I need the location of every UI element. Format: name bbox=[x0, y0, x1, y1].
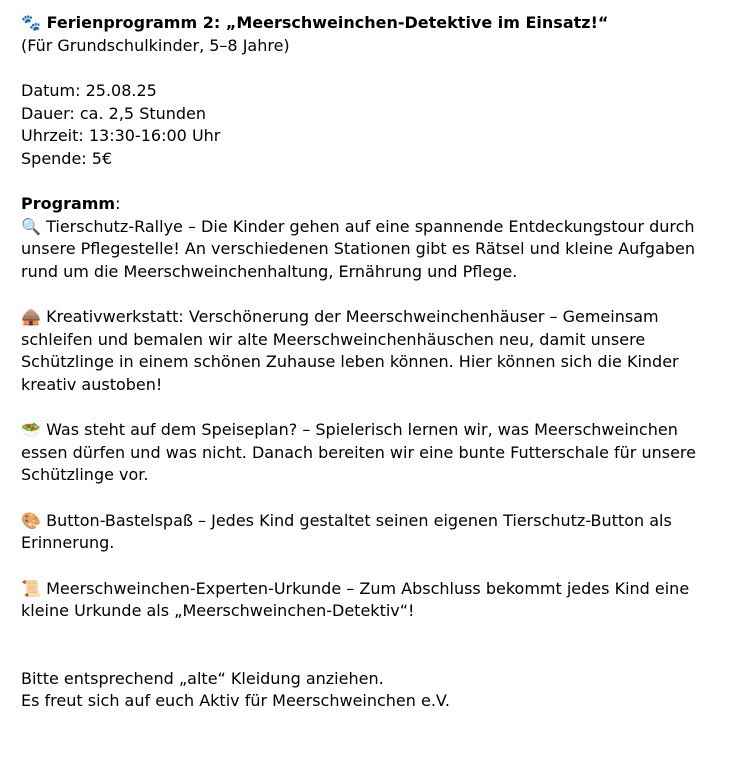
scroll-icon: 📜 bbox=[21, 578, 41, 598]
title-text: Ferienprogramm 2: „Meerschweinchen-Detektive im Einsatz!“ bbox=[46, 13, 609, 32]
paw-prints-icon: 🐾 bbox=[21, 13, 41, 32]
program-item-text: Kreativwerkstatt: Verschönerung der Meerschweinchenhäuser – Gemeinsam schleifen und bemalen wir alte Meerschweinchenhäuschen neu, damit unsere Schützlinge in einem schönen Zuhause leben können. Hier können sich die Kinder kreativ austoben! bbox=[21, 307, 679, 394]
document bbox=[21, 12, 721, 713]
program-item-menu bbox=[21, 419, 721, 487]
spacer bbox=[21, 555, 721, 578]
closing-line: Es freut sich auf euch Aktiv für Meerschweinchen e.V. bbox=[21, 691, 450, 710]
spacer bbox=[21, 283, 721, 306]
program-item-workshop bbox=[21, 306, 721, 396]
spacer bbox=[21, 170, 721, 193]
program-item-rallye bbox=[21, 216, 721, 284]
detail-date: Datum: 25.08.25 bbox=[21, 81, 157, 100]
hut-icon: 🛖 bbox=[21, 307, 41, 326]
program-item-text: Button-Bastelspaß – Jedes Kind gestaltet seinen eigenen Tierschutz-Button als Erinnerung. bbox=[21, 510, 672, 552]
detail-duration: Dauer: ca. 2,5 Stunden bbox=[21, 103, 207, 123]
program-item-certificate bbox=[21, 578, 721, 623]
palette-icon: 🎨 bbox=[21, 510, 41, 530]
clothing-note: Bitte entsprechend „alte“ Kleidung anziehen. bbox=[21, 668, 384, 688]
spacer bbox=[21, 396, 721, 419]
program-item-text: Tierschutz-Rallye – Die Kinder gehen auf eine spannende Entdeckungstour durch unsere Pflegestelle! An verschiedenen Stationen gibt es Rätsel und kleine Aufgaben rund um die Meerschweinchenhaltung, Ernährung und Pflege. bbox=[21, 216, 696, 281]
detail-donation: Spende: 5€ bbox=[21, 148, 113, 168]
program-item-text: Was steht auf dem Speiseplan? – Spielerisch lernen wir, was Meerschweinchen essen dürfen und was nicht. Danach bereiten wir eine bunte Futterschale für unsere Schützlinge vor. bbox=[21, 420, 696, 484]
subtitle: (Für Grundschulkinder, 5–8 Jahre) bbox=[21, 35, 290, 55]
program-heading-label: Programm bbox=[21, 194, 116, 213]
spacer bbox=[21, 57, 721, 80]
program-heading bbox=[21, 193, 721, 216]
salad-icon: 🥗 bbox=[21, 420, 41, 439]
spacer bbox=[21, 623, 721, 668]
spacer bbox=[21, 487, 721, 510]
detail-time: Uhrzeit: 13:30-16:00 Uhr bbox=[21, 126, 221, 145]
program-heading-colon: : bbox=[115, 194, 121, 213]
magnifying-glass-icon: 🔍 bbox=[21, 216, 41, 236]
page-title bbox=[21, 12, 721, 35]
program-item-text: Meerschweinchen-Experten-Urkunde – Zum Abschluss bekommt jedes Kind eine kleine Urkunde als „Meerschweinchen-Detektiv“! bbox=[21, 578, 690, 620]
program-item-button bbox=[21, 510, 721, 555]
